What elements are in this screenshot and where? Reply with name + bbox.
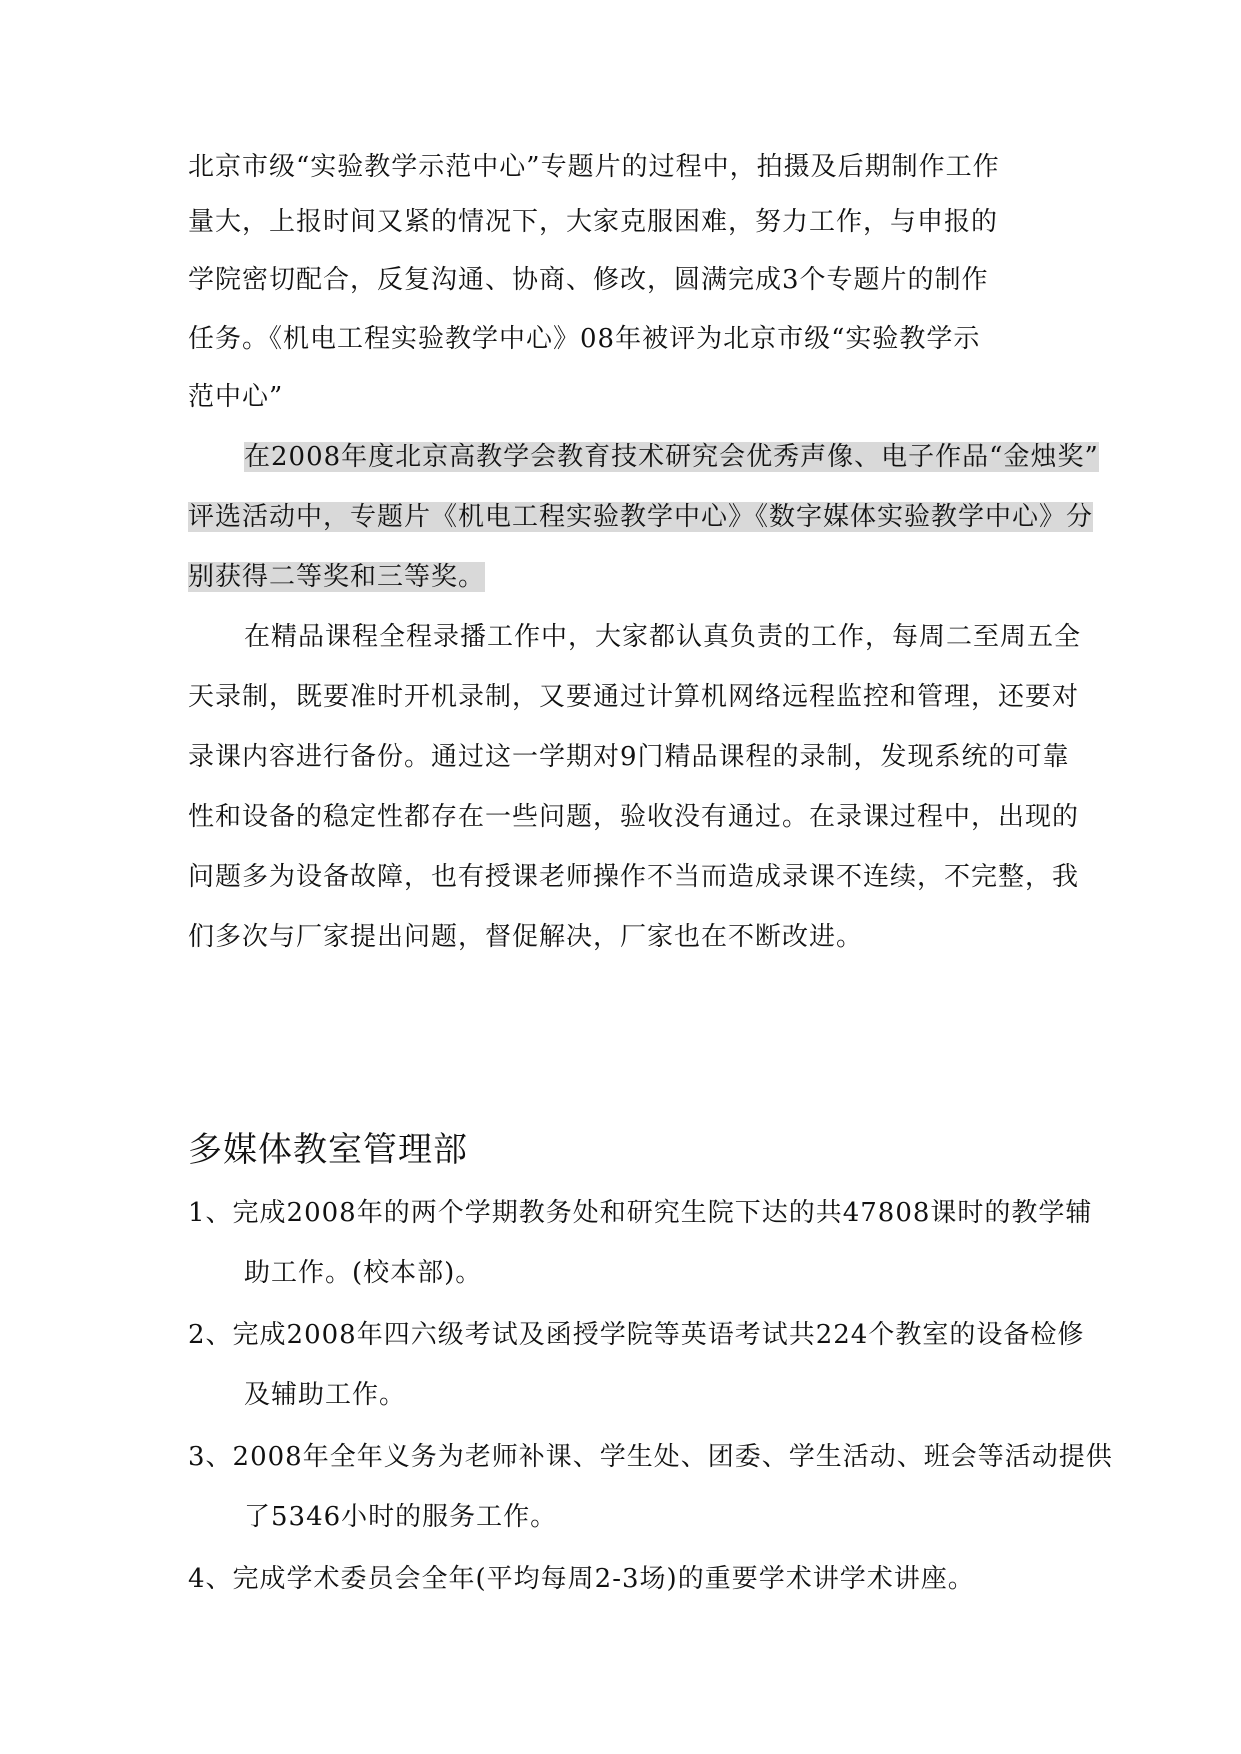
para3-line-2: 天录制，既要准时开机录制，又要通过计算机网络远程监控和管理，还要对 [188,682,1080,712]
list-item-4-line-1: 4、完成学术委员会全年(平均每周2-3场)的重要学术讲学术讲座。 [188,1564,975,1594]
para1-line-4: 任务。《机电工程实验教学中心》08年被评为北京市级“实验教学示 [188,324,981,354]
highlighted-text: 评选活动中，专题片《机电工程实验教学中心》《数字媒体实验教学中心》分 [188,502,1094,532]
para3-line-5: 问题多为设备故障，也有授课老师操作不当而造成录课不连续，不完整，我 [188,862,1080,892]
para1-line-1: 北京市级“实验教学示范中心”专题片的过程中，拍摄及后期制作工作 [188,152,1000,182]
list-item-2-line-2: 及辅助工作。 [244,1380,407,1410]
list-item-3-line-2: 了5346小时的服务工作。 [244,1502,558,1532]
para3-line-6: 们多次与厂家提出问题，督促解决，厂家也在不断改进。 [188,922,864,952]
list-item-1-line-1: 1、完成2008年的两个学期教务处和研究生院下达的共47808课时的教学辅 [188,1198,1093,1228]
para1-line-3: 学院密切配合，反复沟通、协商、修改，圆满完成3个专题片的制作 [188,265,989,295]
para2-line-1 [244,440,1099,474]
list-item-1-line-2: 助工作。(校本部)。 [244,1258,483,1288]
highlighted-text: 在2008年度北京高教学会教育技术研究会优秀声像、电子作品“金烛奖” [244,442,1099,472]
para2-line-3 [188,560,485,594]
para3-line-1: 在精品课程全程录播工作中，大家都认真负责的工作，每周二至周五全 [244,622,1082,652]
para3-line-3: 录课内容进行备份。通过这一学期对9门精品课程的录制，发现系统的可靠 [188,742,1070,772]
highlighted-text: 别获得二等奖和三等奖。 [188,562,486,592]
para3-line-4: 性和设备的稳定性都存在一些问题，验收没有通过。在录课过程中，出现的 [188,802,1080,832]
section-heading: 多媒体教室管理部 [188,1130,468,1170]
para1-line-2: 量大，上报时间又紧的情况下，大家克服困难，努力工作，与申报的 [188,207,999,237]
list-item-3-line-1: 3、2008年全年义务为老师补课、学生处、团委、学生活动、班会等活动提供 [188,1442,1113,1472]
para2-line-2 [188,500,1093,534]
list-item-2-line-1: 2、完成2008年四六级考试及函授学院等英语考试共224个教室的设备检修 [188,1320,1085,1350]
para1-line-5: 范中心” [188,382,284,412]
